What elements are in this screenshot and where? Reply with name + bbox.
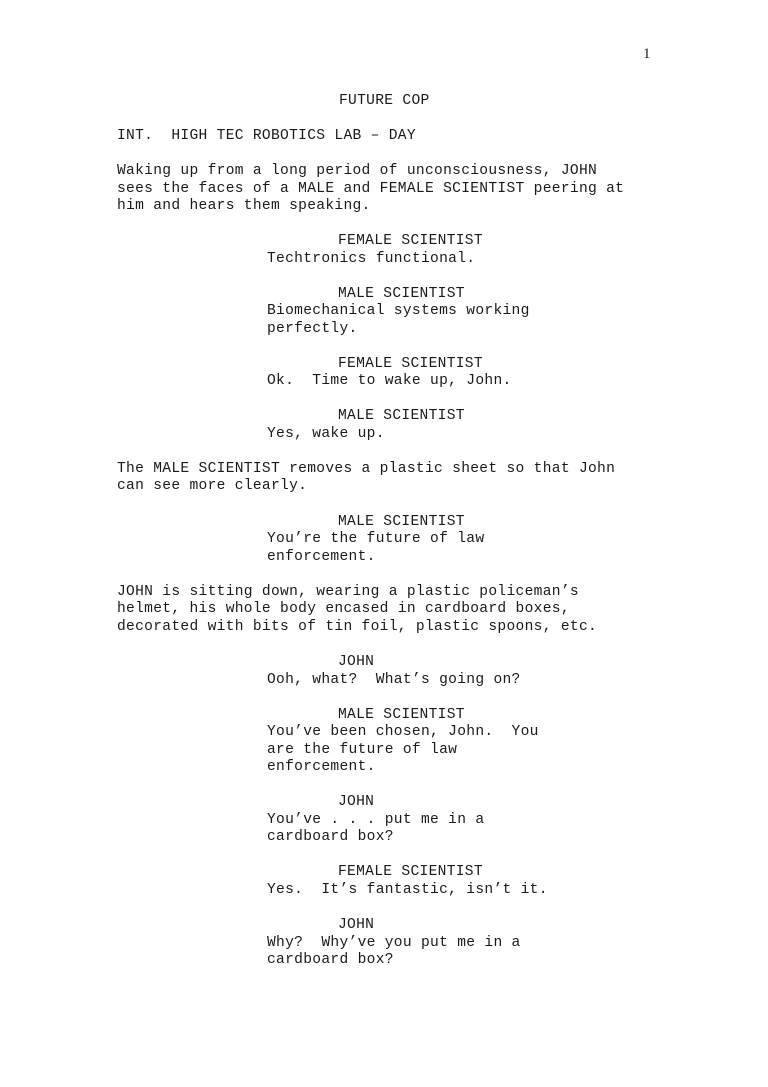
action-line: helmet, his whole body encased in cardboard boxes, [117, 601, 570, 617]
dialogue-line: enforcement. [267, 759, 376, 775]
dialogue-line: Ok. Time to wake up, John. [267, 373, 512, 389]
page-number: 1 [643, 46, 651, 62]
character-name: MALE SCIENTIST [338, 408, 465, 424]
character-name: JOHN [338, 794, 375, 810]
action-line: The MALE SCIENTIST removes a plastic sheet so that John [117, 461, 616, 477]
dialogue-line: You’ve . . . put me in a [267, 812, 485, 828]
dialogue-line: Yes. It’s fantastic, isn’t it. [267, 882, 548, 898]
dialogue-line: cardboard box? [267, 829, 394, 845]
action-line: decorated with bits of tin foil, plastic spoons, etc. [117, 619, 598, 635]
action-line: JOHN is sitting down, wearing a plastic policeman’s [117, 584, 579, 600]
action-line: can see more clearly. [117, 478, 308, 494]
dialogue-line: Ooh, what? What’s going on? [267, 672, 521, 688]
dialogue-line: You’ve been chosen, John. You [267, 724, 539, 740]
dialogue-line: perfectly. [267, 321, 358, 337]
dialogue-line: You’re the future of law [267, 531, 485, 547]
character-name: MALE SCIENTIST [338, 286, 465, 302]
dialogue-line: Yes, wake up. [267, 426, 385, 442]
character-name: FEMALE SCIENTIST [338, 864, 483, 880]
script-title: FUTURE COP [339, 93, 430, 109]
character-name: JOHN [338, 917, 375, 933]
character-name: FEMALE SCIENTIST [338, 233, 483, 249]
character-name: MALE SCIENTIST [338, 707, 465, 723]
action-line: him and hears them speaking. [117, 198, 371, 214]
action-line: Waking up from a long period of unconsciousness, JOHN [117, 163, 598, 179]
character-name: MALE SCIENTIST [338, 514, 465, 530]
dialogue-line: enforcement. [267, 549, 376, 565]
dialogue-line: are the future of law [267, 742, 458, 758]
scene-heading: INT. HIGH TEC ROBOTICS LAB – DAY [117, 128, 416, 144]
dialogue-line: cardboard box? [267, 952, 394, 968]
dialogue-line: Why? Why’ve you put me in a [267, 935, 521, 951]
dialogue-line: Techtronics functional. [267, 251, 476, 267]
character-name: FEMALE SCIENTIST [338, 356, 483, 372]
action-line: sees the faces of a MALE and FEMALE SCIENTIST peering at [117, 181, 625, 197]
dialogue-line: Biomechanical systems working [267, 303, 530, 319]
character-name: JOHN [338, 654, 375, 670]
